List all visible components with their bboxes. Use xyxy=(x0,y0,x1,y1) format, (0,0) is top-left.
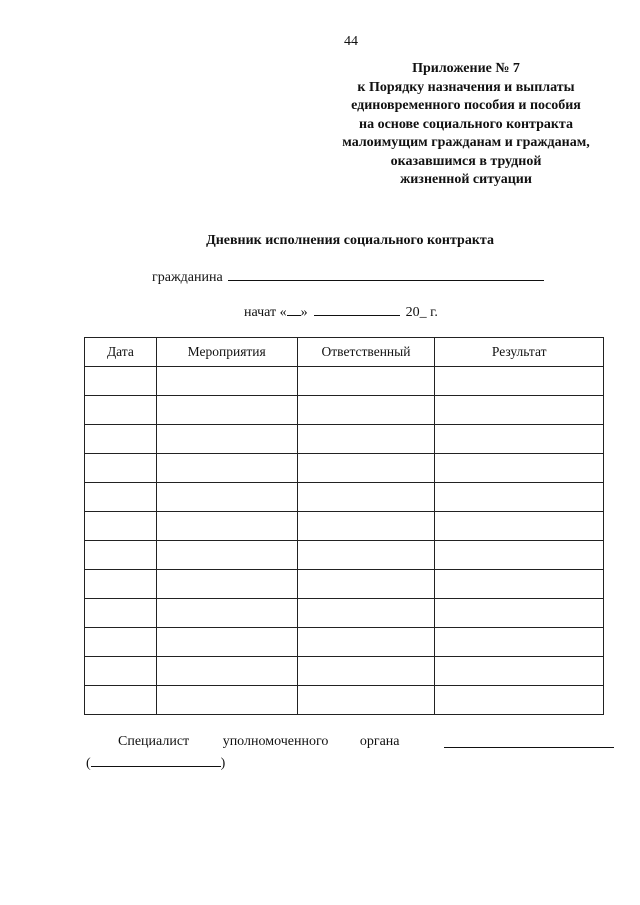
column-header-responsible: Ответственный xyxy=(297,338,435,367)
appendix-line: Приложение № 7 xyxy=(412,61,520,76)
table-cell xyxy=(297,425,435,454)
table-cell xyxy=(435,425,604,454)
column-header-date: Дата xyxy=(85,338,157,367)
table-row xyxy=(85,454,604,483)
started-year: 20_ г. xyxy=(405,305,438,320)
table-cell xyxy=(435,686,604,715)
table-cell xyxy=(297,483,435,512)
table-cell xyxy=(85,599,157,628)
table-cell xyxy=(297,396,435,425)
table-cell xyxy=(297,570,435,599)
table-cell xyxy=(156,657,297,686)
table-row xyxy=(85,686,604,715)
document-title: Дневник исполнения социального контракта xyxy=(206,233,494,248)
table-cell xyxy=(85,512,157,541)
table-row xyxy=(85,396,604,425)
table-cell xyxy=(156,396,297,425)
appendix-line: к Порядку назначения и выплаты xyxy=(357,79,575,95)
table-cell xyxy=(435,454,604,483)
table-cell xyxy=(435,541,604,570)
name-field xyxy=(86,752,225,772)
signature-word-specialist: Специалист xyxy=(118,734,190,749)
page-number: 44 xyxy=(344,34,358,49)
table-cell xyxy=(297,367,435,396)
table-cell xyxy=(435,599,604,628)
signature-line xyxy=(118,734,400,750)
table-cell xyxy=(156,628,297,657)
table-cell xyxy=(156,425,297,454)
table-cell xyxy=(85,570,157,599)
table-cell xyxy=(85,628,157,657)
table-cell xyxy=(297,512,435,541)
table-cell xyxy=(156,599,297,628)
table-row xyxy=(85,367,604,396)
table-row xyxy=(85,657,604,686)
table-cell xyxy=(85,367,157,396)
table-cell xyxy=(85,541,157,570)
table-cell xyxy=(297,541,435,570)
citizen-label: гражданина xyxy=(152,270,223,285)
table-row xyxy=(85,512,604,541)
table-cell xyxy=(297,657,435,686)
appendix-line: оказавшимся в трудной xyxy=(390,153,542,169)
table-cell xyxy=(435,396,604,425)
table-cell xyxy=(435,367,604,396)
table-cell xyxy=(435,512,604,541)
table-cell xyxy=(85,425,157,454)
table-row xyxy=(85,541,604,570)
started-prefix: начат « xyxy=(244,305,287,320)
month-blank-line xyxy=(314,302,400,316)
table-cell xyxy=(85,396,157,425)
table-body xyxy=(85,367,604,715)
table-cell xyxy=(435,657,604,686)
table-row xyxy=(85,483,604,512)
table-cell xyxy=(156,570,297,599)
citizen-field xyxy=(152,266,544,286)
table-cell xyxy=(156,454,297,483)
table-cell xyxy=(156,541,297,570)
diary-table xyxy=(84,337,604,715)
appendix-line: единовременного пособия и пособия xyxy=(351,98,581,113)
table-row xyxy=(85,628,604,657)
table-cell xyxy=(297,686,435,715)
appendix-line: жизненной ситуации xyxy=(400,172,532,187)
table-cell xyxy=(156,512,297,541)
table-cell xyxy=(85,657,157,686)
table-cell xyxy=(297,454,435,483)
table-cell xyxy=(435,483,604,512)
table-cell xyxy=(85,454,157,483)
table-row xyxy=(85,425,604,454)
started-quote-close: » xyxy=(300,305,308,320)
name-paren-open: ( xyxy=(86,756,91,771)
appendix-header xyxy=(326,60,606,190)
name-blank-line xyxy=(91,752,221,767)
column-header-result: Результат xyxy=(435,338,604,367)
table-cell xyxy=(156,367,297,396)
signature-blank-line xyxy=(444,747,614,748)
signature-word-authorized: уполномоченного xyxy=(222,734,329,749)
table-row xyxy=(85,599,604,628)
name-paren-close: ) xyxy=(220,756,226,771)
signature-word-body: органа xyxy=(359,734,400,749)
citizen-blank-line xyxy=(228,266,544,281)
table-cell xyxy=(435,570,604,599)
table-cell xyxy=(156,483,297,512)
table-cell xyxy=(297,599,435,628)
table-cell xyxy=(297,628,435,657)
table-cell xyxy=(85,686,157,715)
appendix-line: на основе социального контракта xyxy=(359,116,573,132)
appendix-line: малоимущим гражданам и гражданам, xyxy=(342,135,590,150)
table-cell xyxy=(435,628,604,657)
table-cell xyxy=(85,483,157,512)
table-cell xyxy=(156,686,297,715)
table-header-row xyxy=(85,338,604,367)
started-date-field xyxy=(244,302,438,321)
day-blank-line xyxy=(287,302,301,316)
column-header-activities: Мероприятия xyxy=(156,338,297,367)
table-row xyxy=(85,570,604,599)
